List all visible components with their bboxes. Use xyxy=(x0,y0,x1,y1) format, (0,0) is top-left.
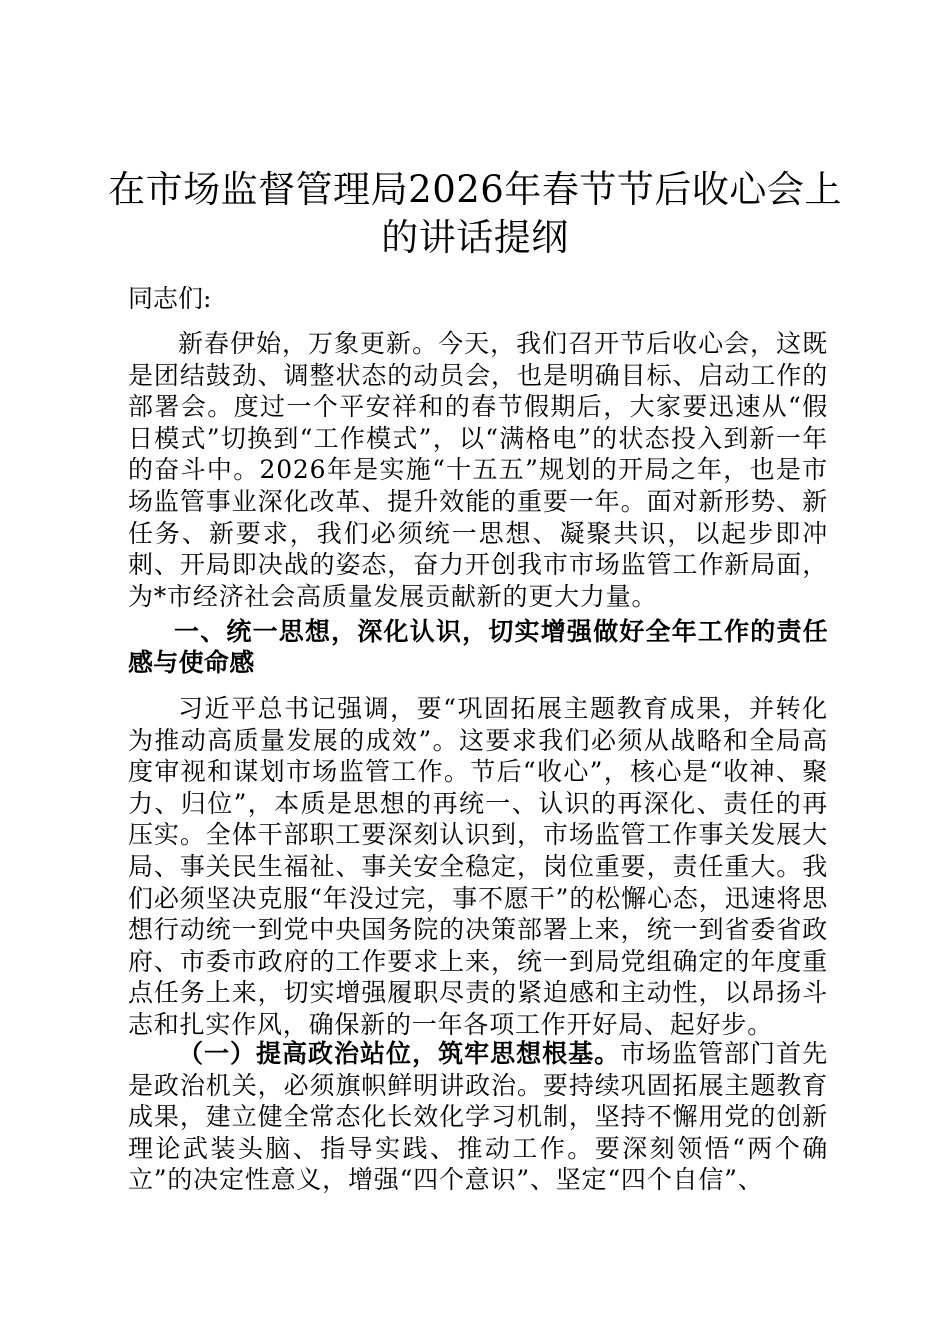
subsection-1-text: 市场监管部门首先是政治机关，必须旗帜鲜明讲政治。要持续巩固拓展主题教育成果，建立健全常态化长效化学习机制，坚持不懈用党的创新理论武装头脑、指导实践、推动工作。要深刻领悟“两个确立”的决定性意义，增强“四个意识”、坚定“四个自信”、 xyxy=(128,1039,828,1195)
salutation: 同志们: xyxy=(128,284,212,313)
section-1-paragraph: 习近平总书记强调，要“巩固拓展主题教育成果，并转化为推动高质量发展的成效”。这要求我们必须从战略和全局高度审视和谋划市场监管工作。节后“收心”，核心是“收神、聚力、归位”，本质是思想的再统一、认识的再深化、责任的再压实。全体干部职工要深刻认识到，市场监管工作事关发展大局、事关民生福祉、事关安全稳定，岗位重要，责任重大。我们必须坚决克服“年没过完，事不愿干”的松懈心态，迅速将思想行动统一到党中央国务院的决策部署上来，统一到省委省政府、市委市政府的工作要求上来，统一到局党组确定的年度重点任务上来，切实增强履职尽责的紧迫感和主动性，以昂扬斗志和扎实作风，确保新的一年各项工作开好局、起好步。 xyxy=(128,694,828,1039)
document-title-line-1: 在市场监督管理局2026年春节节后收心会上 xyxy=(108,168,842,211)
subsection-1-paragraph xyxy=(128,1038,828,1196)
intro-paragraph: 新春伊始，万象更新。今天，我们召开节后收心会，这既是团结鼓劲、调整状态的动员会，也是明确目标、启动工作的部署会。度过一个平安祥和的春节假期后，大家要迅速从“假日模式”切换到“工作模式”，以“满格电”的状态投入到新一年的奋斗中。2026年是实施“十五五”规划的开局之年，也是市场监管事业深化改革、提升效能的重要一年。面对新形势、新任务、新要求，我们必须统一思想、凝聚共识，以起步即冲刺、开局即决战的姿态，奋力开创我市市场监管工作新局面，为*市经济社会高质量发展贡献新的更大力量。 xyxy=(128,329,828,611)
subsection-1-lead: （一）提高政治站位，筑牢思想根基。 xyxy=(178,1039,621,1068)
section-1-heading: 一、统一思想，深化认识，切实增强做好全年工作的责任感与使命感 xyxy=(128,617,828,677)
document-title-line-2: 的讲话提纲 xyxy=(381,216,569,259)
